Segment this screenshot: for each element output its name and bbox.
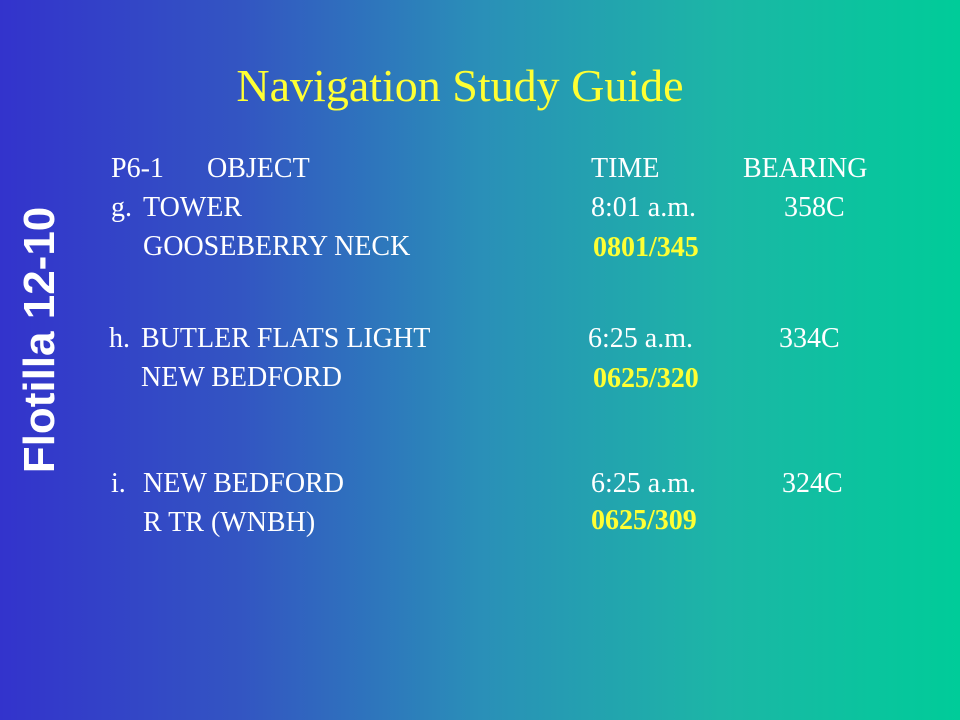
flotilla-vertical-label: Flotilla 12-10 (15, 206, 64, 474)
entry-g-letter: g. (111, 192, 132, 223)
entry-i-letter: i. (111, 468, 126, 499)
entry-h-time: 6:25 a.m. (588, 323, 693, 354)
header-object: OBJECT (207, 153, 310, 184)
entry-i-object-line2: R TR (WNBH) (143, 507, 316, 538)
header-time: TIME (591, 153, 660, 184)
entry-h-object: BUTLER FLATS LIGHT (141, 323, 431, 354)
entry-g-object: TOWER (143, 192, 243, 223)
entry-g-answer: 0801/345 (593, 232, 699, 263)
entry-i-object: NEW BEDFORD (143, 468, 344, 499)
entry-g-bearing: 358C (784, 192, 845, 223)
entry-i-answer: 0625/309 (591, 505, 697, 536)
entry-i-bearing: 324C (782, 468, 843, 499)
entry-i-time: 6:25 a.m. (591, 468, 696, 499)
page-title: Navigation Study Guide (236, 60, 684, 111)
entry-g-time: 8:01 a.m. (591, 192, 696, 223)
entry-g-object-line2: GOOSEBERRY NECK (143, 231, 411, 262)
header-number: P6-1 (111, 153, 164, 184)
entry-h-bearing: 334C (779, 323, 840, 354)
entry-h-object-line2: NEW BEDFORD (141, 362, 342, 393)
entry-h-answer: 0625/320 (593, 363, 699, 394)
header-bearing: BEARING (743, 153, 868, 184)
entry-h-letter: h. (109, 323, 130, 354)
